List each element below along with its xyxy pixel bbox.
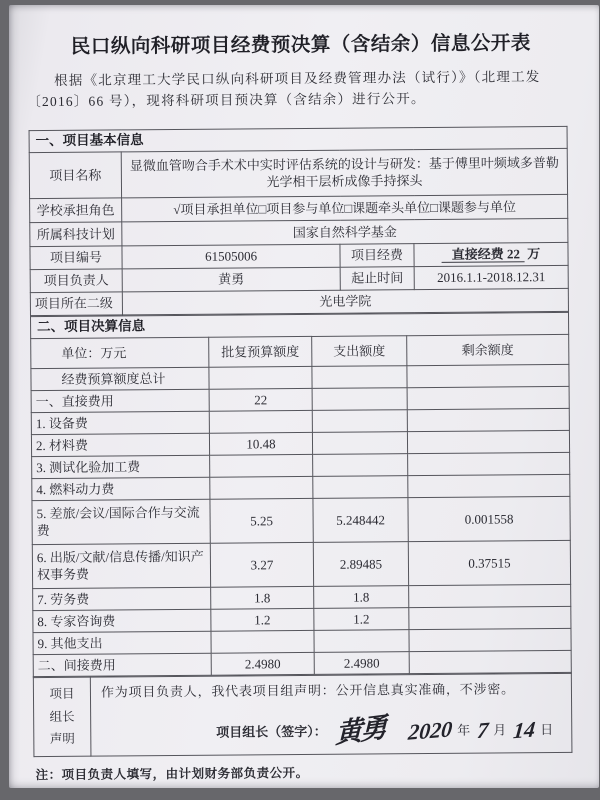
project-name-value: 显微血管吻合手术术中实时评估系统的设计与研发：基于傅里叶频域多普勒光学相干层析成像手持探头 (121, 148, 567, 198)
row-label: 5. 差旅/会议/国际合作与交流费 (32, 499, 210, 544)
table-row (32, 496, 570, 544)
row-budget: 5.25 (210, 498, 313, 543)
row-spent (312, 432, 407, 455)
row-spent: 1.8 (314, 586, 409, 609)
funding-label: 项目经费 (340, 243, 414, 267)
handwritten-date (408, 715, 563, 746)
row-spent (312, 388, 407, 411)
col-header-approved: 批复预算额度 (209, 336, 312, 367)
row-label: 6. 出版/文献/信息传播/知识产权事务费 (32, 543, 210, 588)
budget-table (30, 312, 572, 677)
row-label: 9. 其他支出 (33, 631, 211, 654)
program-value: 国家自然科学基金 (122, 218, 568, 246)
month-suffix: 月 (493, 722, 507, 738)
row-label: 8. 专家咨询费 (33, 609, 211, 632)
document-title: 民口纵向科研项目经费预决算（含结余）信息公开表 (70, 32, 531, 58)
period-value: 2016.1.1-2018.12.31 (414, 265, 568, 289)
signature-line (101, 711, 563, 751)
funding-value (414, 242, 568, 266)
dept-label: 项目所在二级 (30, 292, 122, 316)
pi-label: 项目负责人 (30, 269, 122, 293)
row-budget (211, 630, 314, 653)
declaration-label (33, 677, 91, 756)
row-label: 7. 劳务费 (33, 587, 211, 610)
row-budget (209, 366, 312, 389)
row-remain: 0.37515 (408, 540, 570, 585)
row-remain: 0.001558 (408, 496, 570, 541)
budget-section-title: 二、项目决算信息 (31, 312, 569, 338)
row-label: 经费预算额度总计 (31, 367, 209, 390)
row-spent (313, 454, 408, 477)
row-label: 1. 设备费 (31, 411, 209, 434)
row-budget: 3.27 (210, 542, 313, 587)
row-budget: 1.8 (211, 586, 314, 609)
document-content (9, 5, 599, 783)
row-remain (407, 408, 569, 431)
row-spent (314, 630, 409, 653)
row-spent (312, 410, 407, 433)
handwritten-day: 14 (512, 716, 537, 744)
row-remain (409, 628, 571, 651)
handwritten-month: 7 (476, 716, 490, 743)
row-remain (409, 650, 571, 673)
dept-value: 光电学院 (122, 288, 568, 315)
col-header-spent: 支出额度 (312, 336, 407, 367)
row-label: 3. 测试化验加工费 (32, 455, 210, 478)
role-checkboxes: √项目承担单位□项目参与单位□课题牵头单位□课题参与单位 (122, 194, 568, 222)
row-budget: 10.48 (209, 432, 312, 455)
basic-info-section-title: 一、项目基本信息 (29, 126, 567, 152)
intro-line-2: 〔2016〕66 号），现将科研项目预决算（含结余）进行公开。 (27, 90, 426, 110)
col-header-remaining: 剩余额度 (407, 334, 569, 365)
declaration-table (33, 673, 573, 757)
intro-line-1: 根据《北京理工大学民口纵向科研项目及经费管理办法（试行）》（北理工发 (54, 69, 541, 88)
declaration-label-line: 声明 (49, 731, 75, 747)
row-remain (408, 452, 570, 475)
row-budget (209, 410, 312, 433)
declaration-label-line: 项目 (49, 686, 75, 702)
row-spent: 5.248442 (313, 498, 408, 543)
row-budget (210, 454, 313, 477)
row-spent: 2.89485 (313, 542, 408, 587)
table-header-row (31, 334, 569, 368)
photographed-paper-document (9, 5, 599, 788)
row-budget: 2.4980 (211, 652, 314, 675)
project-name-label: 项目名称 (29, 152, 121, 199)
declaration-label-line: 组长 (49, 709, 75, 724)
row-label: 2. 材料费 (31, 433, 209, 456)
day-suffix: 日 (540, 721, 554, 737)
funding-value-underlined: 直接经费 22 (442, 246, 524, 263)
row-label: 4. 燃料动力费 (32, 477, 210, 500)
table-row (32, 540, 570, 588)
project-no-value: 61505006 (122, 244, 340, 269)
intro-paragraph (27, 67, 577, 113)
period-label: 起止时间 (340, 266, 414, 290)
handwritten-year: 2020 (407, 715, 454, 745)
sign-here-label: 项目组长（签字）： (216, 723, 327, 740)
footnote: 注：项目负责人填写，由计划财务部负责公开。 (35, 765, 309, 782)
row-remain (407, 430, 569, 453)
col-header-unit: 单位：万元 (31, 337, 209, 368)
table-row (33, 673, 572, 756)
project-no-label: 项目编号 (30, 246, 122, 270)
pi-value: 黄勇 (122, 267, 340, 292)
row-spent (312, 366, 407, 389)
row-remain (409, 584, 571, 607)
row-remain (409, 606, 571, 629)
row-budget: 22 (209, 388, 312, 411)
row-remain (407, 364, 569, 387)
row-remain (407, 386, 569, 409)
row-label: 一、直接费用 (31, 389, 209, 412)
basic-info-table (29, 126, 569, 316)
row-spent: 1.2 (314, 608, 409, 631)
year-suffix: 年 (457, 722, 471, 738)
table-row (29, 148, 567, 198)
program-label: 所属科技计划 (30, 222, 122, 247)
handwritten-signature: 黄勇 (334, 712, 385, 750)
row-remain (408, 474, 570, 497)
role-label: 学校承担角色 (30, 198, 122, 223)
declaration-body (90, 673, 572, 756)
declaration-statement: 作为项目负责人，我代表项目组声明：公开信息真实准确，不涉密。 (100, 681, 516, 700)
row-spent: 2.4980 (314, 652, 409, 675)
row-budget: 1.2 (211, 608, 314, 631)
row-label: 二、间接费用 (33, 653, 211, 676)
funding-value-suffix: 万 (527, 246, 541, 262)
row-budget (210, 476, 313, 499)
row-spent (313, 476, 408, 499)
